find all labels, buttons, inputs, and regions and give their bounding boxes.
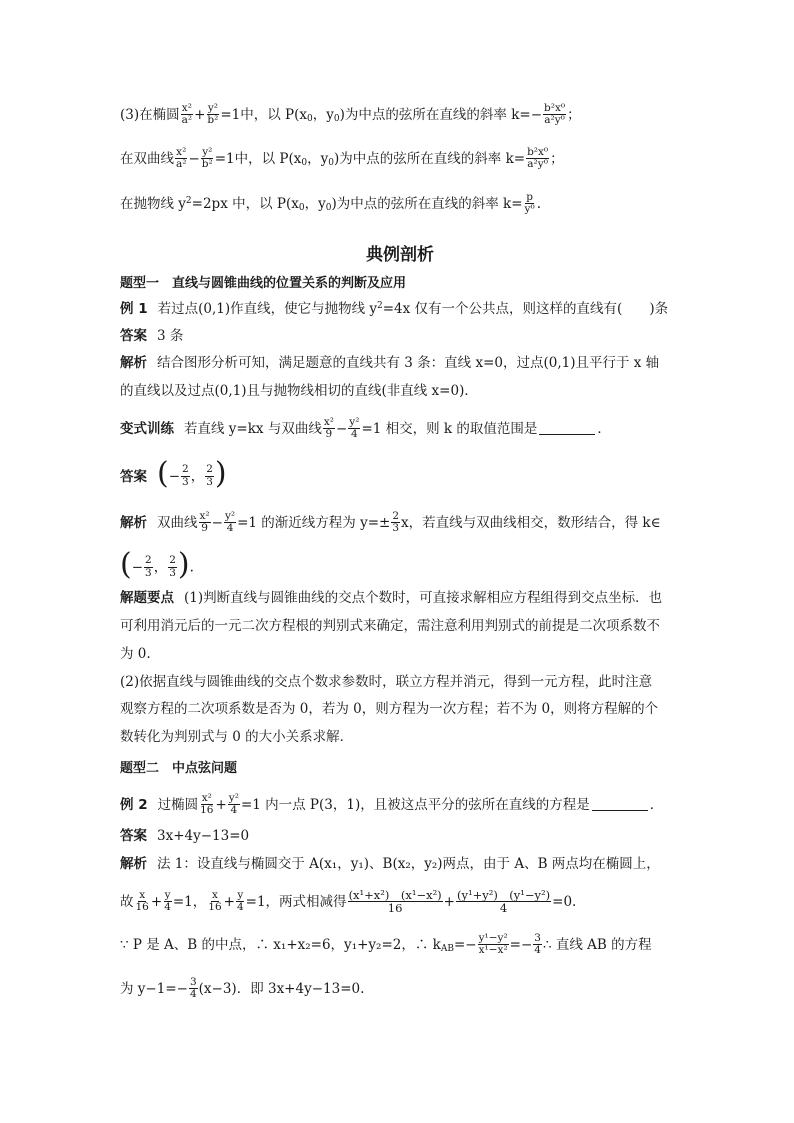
example1-answer: 答案 3 条 — [120, 328, 184, 344]
fraction-2-3: $\frac{2}{3}$ — [145, 554, 152, 579]
type2-heading: 题型二 中点弦问题 — [120, 761, 238, 776]
example2-answer: 答案 3x+4y−13=0 — [120, 828, 250, 844]
fraction-y-difference: $\frac{\text{(y¹+y²) (y¹−y²)}}{4}$ — [456, 888, 551, 916]
intro-parabola-line: 在抛物线 $y^2=2px$ 中，以 $P(x_0$，$y_0$)为中点的弦所在直线的斜率 k= $\frac{p}{\text{y⁰}}$ . — [120, 191, 541, 216]
key-points-label: 解题要点 — [120, 590, 174, 606]
intro-ellipse-line: (3)在椭圆 $\frac{\text{x²}}{\text{a²}}$ + $\frac{\text{y²}}{\text{b²}}$ =1中，以 $P(x_0$，$y_0$)为中点的弦所在直线的斜率 k=− $\frac{\text{b²x⁰}}{\text{a²y⁰}}$ ； — [120, 102, 581, 127]
variant-label: 变式训练 — [120, 421, 174, 438]
fraction-y2-4: $\frac{\text{y²}}{4}$ — [224, 510, 236, 535]
example2-analysis-line3: ∵ P 是 A、B 的中点，∴ x₁+x₂=6，y₁+y₂=2，∴ $k_{AB}=-$ $\frac{\text{y¹−y²}}{\text{x¹−x²}}$ =− $\frac{3}{4}$ ∴ 直线 AB 的方程 — [120, 932, 652, 957]
fraction-x-16: $\frac{x}{16}$ — [135, 889, 149, 914]
example1-analysis-line2: 的直线以及过点(0,1)且与抛物线相切的直线(非直线 x=0)． — [120, 383, 478, 399]
key-points-line3: 为 0. — [120, 646, 151, 662]
fraction-3-4: $\frac{3}{4}$ — [189, 976, 197, 1001]
fraction-x2-9: $\frac{\text{x²}}{9}$ — [199, 510, 210, 535]
fraction-y2-4: $\frac{\text{y²}}{4}$ — [228, 792, 239, 817]
intro-hyperbola-line: 在双曲线 $\frac{\text{x²}}{\text{a²}}$ − $\frac{\text{y²}}{\text{b²}}$ =1中，以 $P(x_0$，$y_0$)为中点的弦所在直线的斜率 k= $\frac{\text{b²x⁰}}{\text{a²y⁰}}$ ； — [120, 146, 564, 171]
example2-analysis-line1: 解析 法 1：设直线与椭圆交于 A(x₁，y₁)、B(x₂，y₂)两点，由于 A、B 两点均在椭圆上， — [120, 856, 660, 872]
type1-heading: 题型一 直线与圆锥曲线的位置关系的判断及应用 — [120, 276, 407, 291]
key-points-line2: 可利用消元后的一元二次方程根的判别式来确定，需注意利用判别式的前提是二次项系数不 — [120, 618, 660, 634]
answer-blank — [539, 434, 595, 435]
key-points-line6: 数转化为判别式与 0 的大小关系求解． — [120, 729, 354, 745]
answer-label: 答案 — [120, 328, 147, 344]
section-title: 典例剖析 — [366, 245, 434, 265]
fraction-x2-a2: $\frac{\text{x²}}{\text{a²}}$ — [181, 102, 193, 127]
fraction-p-y0: $\frac{p}{\text{y⁰}}$ — [524, 191, 535, 216]
variant-analysis-line2: (− $\frac{2}{3}$ ， $\frac{2}{3}$ ). — [120, 547, 194, 582]
fraction-2-3: $\frac{2}{3}$ — [392, 510, 400, 535]
analysis-label: 解析 — [120, 355, 147, 371]
fraction-x2-a2: $\frac{\text{x²}}{\text{a²}}$ — [176, 146, 187, 171]
answer-blank — [592, 810, 648, 811]
fraction-x2-16: $\frac{\text{x²}}{16}$ — [200, 792, 214, 817]
example-label: 例 1 — [120, 301, 148, 317]
fraction-slope-ellipse: $\frac{\text{b²x⁰}}{\text{a²y⁰}}$ — [544, 102, 566, 127]
example-label: 例 2 — [120, 797, 148, 814]
fraction-x-difference: $\frac{\text{(x¹+x²) (x¹−x²)}}{16}$ — [348, 888, 442, 916]
fraction-y2-b2: $\frac{\text{y²}}{\text{b²}}$ — [207, 102, 219, 127]
fraction-y-4: $\frac{y}{4}$ — [164, 889, 171, 914]
example2-analysis-line2: 故 $\frac{x}{16}$ + $\frac{y}{4}$ =1， $\frac{x}{16}$ + $\frac{y}{4}$ =1，两式相减得 $\frac{\text{(x¹+x²) (x¹−x²)}}{16}$ + $\frac{\text{(y¹+y²) (y¹−y²)}}{4}$ =0. — [120, 888, 577, 916]
fraction-x-16: $\frac{x}{16}$ — [208, 889, 222, 914]
key-points-line5: 观察方程的二次项系数是否为 0，若为 0，则方程为一次方程；若不为 0，则将方程解的个 — [120, 701, 659, 717]
fraction-2-3: $\frac{2}{3}$ — [182, 463, 189, 488]
fraction-2-3: $\frac{2}{3}$ — [206, 463, 213, 488]
example1: 例 1 若过点(0,1)作直线，使它与抛物线 $y^2=4x$ 仅有一个公共点，则这样的直线有( )条 — [120, 301, 669, 317]
fraction-slope-hyperbola: $\frac{\text{b²x⁰}}{\text{a²y⁰}}$ — [527, 146, 549, 171]
text: (3)在椭圆 — [120, 107, 180, 124]
example2: 例 2 过椭圆 $\frac{\text{x²}}{16}$ + $\frac{\text{y²}}{4}$ =1 内一点 P(3，1)，且被这点平分的弦所在直线的方程是 ． — [120, 792, 664, 817]
variant-training: 变式训练 若直线 y=kx 与双曲线 $\frac{\text{x²}}{9}$ − $\frac{\text{y²}}{4}$ =1 相交，则 k 的取值范围是 ． — [120, 416, 611, 441]
fraction-y-4: $\frac{y}{4}$ — [236, 889, 244, 914]
variant-analysis-line1: 解析 双曲线 $\frac{\text{x²}}{9}$ − $\frac{\text{y²}}{4}$ =1 的渐近线方程为 y=± $\frac{2}{3}$ x，若直线与双曲线相交，数形结合，得 k∈ — [120, 510, 661, 535]
fraction-3-4: $\frac{3}{4}$ — [534, 932, 541, 957]
example1-analysis-line1: 解析 结合图形分析可知，满足题意的直线共有 3 条：直线 x=0，过点(0,1)且平行于 x 轴 — [120, 355, 660, 371]
fraction-slope: $\frac{\text{y¹−y²}}{\text{x¹−x²}}$ — [478, 932, 508, 957]
key-points-line1: 解题要点 (1)判断直线与圆锥曲线的交点个数时，可直接求解相应方程组得到交点坐标．也 — [120, 590, 663, 606]
variant-answer: 答案 (− $\frac{2}{3}$ ， $\frac{2}{3}$ ) — [120, 456, 227, 491]
fraction-y2-b2: $\frac{\text{y²}}{\text{b²}}$ — [201, 146, 213, 171]
fraction-y2-4: $\frac{\text{y²}}{4}$ — [349, 416, 360, 441]
fraction-x2-9: $\frac{\text{x²}}{9}$ — [323, 416, 334, 441]
key-points-line4: (2)依据直线与圆锥曲线的交点个数求参数时，联立方程并消元，得到一元方程，此时注意 — [120, 674, 653, 690]
example2-analysis-line4: 为 y−1=− $\frac{3}{4}$ (x−3)．即 3x+4y−13=0. — [120, 976, 365, 1001]
fraction-2-3: $\frac{2}{3}$ — [169, 554, 176, 579]
